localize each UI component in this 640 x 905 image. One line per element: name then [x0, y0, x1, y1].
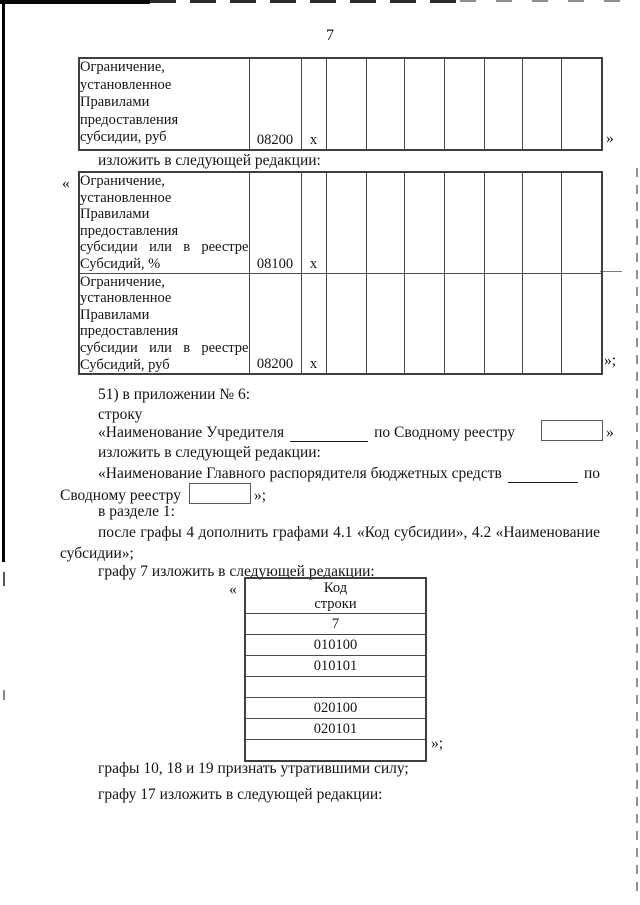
closing-quote: »;	[253, 487, 267, 504]
table-row	[245, 740, 426, 762]
empty-cell	[366, 273, 404, 374]
empty-cell	[561, 58, 602, 150]
paragraph-grafy-10-18-19: графы 10, 18 и 19 признать утратившими силу;	[98, 760, 409, 777]
row-label-cell	[79, 58, 249, 150]
registry-code-box	[541, 420, 603, 441]
scan-artifact-right-line	[636, 168, 638, 895]
empty-cell	[484, 172, 522, 273]
founder-line-prefix: «Наименование Учредителя	[98, 424, 285, 441]
empty-cell	[522, 58, 561, 150]
empty-cell	[444, 273, 484, 374]
table-row	[79, 172, 602, 273]
value-cell: 010101	[245, 656, 426, 677]
empty-cell	[484, 58, 522, 150]
cell-line: предоставления	[80, 111, 179, 128]
cell-line: Правилами	[80, 306, 150, 323]
paragraph-grafu-7: графу 7 изложить в следующей редакции:	[98, 563, 375, 580]
value-cell: 010100	[245, 635, 426, 656]
page-number: 7	[326, 27, 334, 44]
scan-artifact-top-dashes	[150, 0, 460, 3]
grbs-line-suffix: по	[583, 465, 600, 482]
opening-quote: «	[62, 175, 70, 192]
empty-cell	[522, 273, 561, 374]
empty-cell	[404, 172, 444, 273]
paragraph-grafy-4	[60, 522, 600, 564]
paragraph-stroku: строку	[98, 406, 143, 423]
scan-artifact-row-separator-overrun	[600, 271, 622, 272]
closing-quote: »	[606, 130, 614, 147]
line-code-table	[244, 577, 427, 762]
scan-artifact-top-dashes-light	[460, 0, 640, 2]
grbs-registry-line-2	[60, 483, 266, 505]
founder-registry-line	[98, 420, 614, 442]
table-row	[245, 614, 426, 635]
cell-line: субсидии или в реестре	[80, 239, 249, 256]
empty-cell	[404, 273, 444, 374]
founder-line-middle: по Сводному реестру	[374, 424, 515, 441]
cell-line: Правилами	[80, 94, 150, 110]
scan-artifact-left-dash	[3, 690, 5, 700]
row-mark-cell: х	[301, 273, 326, 374]
scan-artifact-left-dash	[3, 572, 5, 586]
empty-cell	[366, 172, 404, 273]
grbs-line2-text: Сводному реестру	[60, 487, 181, 504]
cell-line: Ограничение,	[80, 173, 165, 189]
empty-cell	[444, 172, 484, 273]
cell-line: установленное	[80, 290, 172, 307]
empty-cell	[326, 58, 366, 150]
limit-table-old-wording	[78, 57, 603, 151]
grbs-registry-line-1	[98, 465, 600, 483]
grbs-line-prefix: «Наименование Главного распорядителя бюджетных средств	[98, 465, 502, 482]
empty-cell	[444, 58, 484, 150]
registry-code-box	[189, 483, 251, 504]
value-cell: 020100	[245, 698, 426, 719]
header-line: Код	[323, 580, 348, 596]
opening-quote: «	[229, 581, 237, 598]
cell-line: Субсидий, %	[80, 255, 161, 272]
paragraph-line: после графы 4 дополнить графами 4.1 «Код субсидии», 4.2 «Наименование	[98, 524, 600, 541]
cell-line: Ограничение,	[80, 273, 165, 290]
paragraph-razdel-1: в разделе 1:	[98, 503, 175, 520]
paragraph-izlozhit-1: изложить в следующей редакции:	[98, 152, 321, 169]
closing-quote: »;	[431, 735, 444, 752]
table-row	[79, 58, 602, 150]
cell-line: Субсидий, руб	[80, 356, 170, 373]
limit-table-new-wording	[78, 171, 603, 375]
cell-line: субсидии или в реестре	[80, 339, 249, 356]
table-row	[245, 719, 426, 740]
table-row	[245, 698, 426, 719]
row-mark-cell: х	[301, 58, 326, 150]
cell-line: установленное	[80, 76, 172, 93]
value-cell: 020101	[245, 719, 426, 740]
table-row	[245, 656, 426, 677]
empty-cell	[326, 273, 366, 374]
paragraph-item-51: 51) в приложении № 6:	[98, 386, 251, 403]
header-cell	[245, 578, 426, 614]
row-label-cell	[79, 273, 249, 374]
scan-artifact-left-line	[2, 0, 5, 562]
value-cell: 7	[245, 614, 426, 635]
cell-line: субсидии, руб	[80, 129, 167, 145]
cell-line: предоставления	[80, 222, 179, 239]
empty-cell	[522, 172, 561, 273]
row-code-cell: 08200	[249, 273, 301, 374]
paragraph-line: субсидии»;	[60, 545, 134, 562]
closing-quote: »	[605, 424, 614, 441]
row-code-cell: 08100	[249, 172, 301, 273]
empty-cell	[404, 58, 444, 150]
table-row	[245, 635, 426, 656]
empty-cell	[561, 172, 602, 273]
empty-cell	[561, 273, 602, 374]
header-line: строки	[314, 596, 357, 612]
empty-cell	[366, 58, 404, 150]
blank-underscore	[290, 427, 368, 442]
paragraph-grafu-17: графу 17 изложить в следующей редакции:	[98, 786, 383, 803]
cell-line: предоставления	[80, 323, 179, 340]
cell-line: установленное	[80, 189, 172, 206]
empty-cell	[326, 172, 366, 273]
value-cell	[245, 677, 426, 698]
cell-line: Правилами	[80, 206, 150, 223]
closing-quote: »;	[604, 352, 617, 369]
cell-line: Ограничение,	[80, 59, 165, 75]
blank-underscore	[508, 468, 578, 483]
row-label-cell	[79, 172, 249, 273]
table-header-row	[245, 578, 426, 614]
row-code-cell: 08200	[249, 58, 301, 150]
empty-cell	[484, 273, 522, 374]
value-cell	[245, 740, 426, 762]
paragraph-izlozhit-2: изложить в следующей редакции:	[98, 444, 321, 461]
scan-artifact-top-bar	[0, 0, 150, 4]
table-row	[79, 273, 602, 374]
row-mark-cell: х	[301, 172, 326, 273]
table-row	[245, 677, 426, 698]
